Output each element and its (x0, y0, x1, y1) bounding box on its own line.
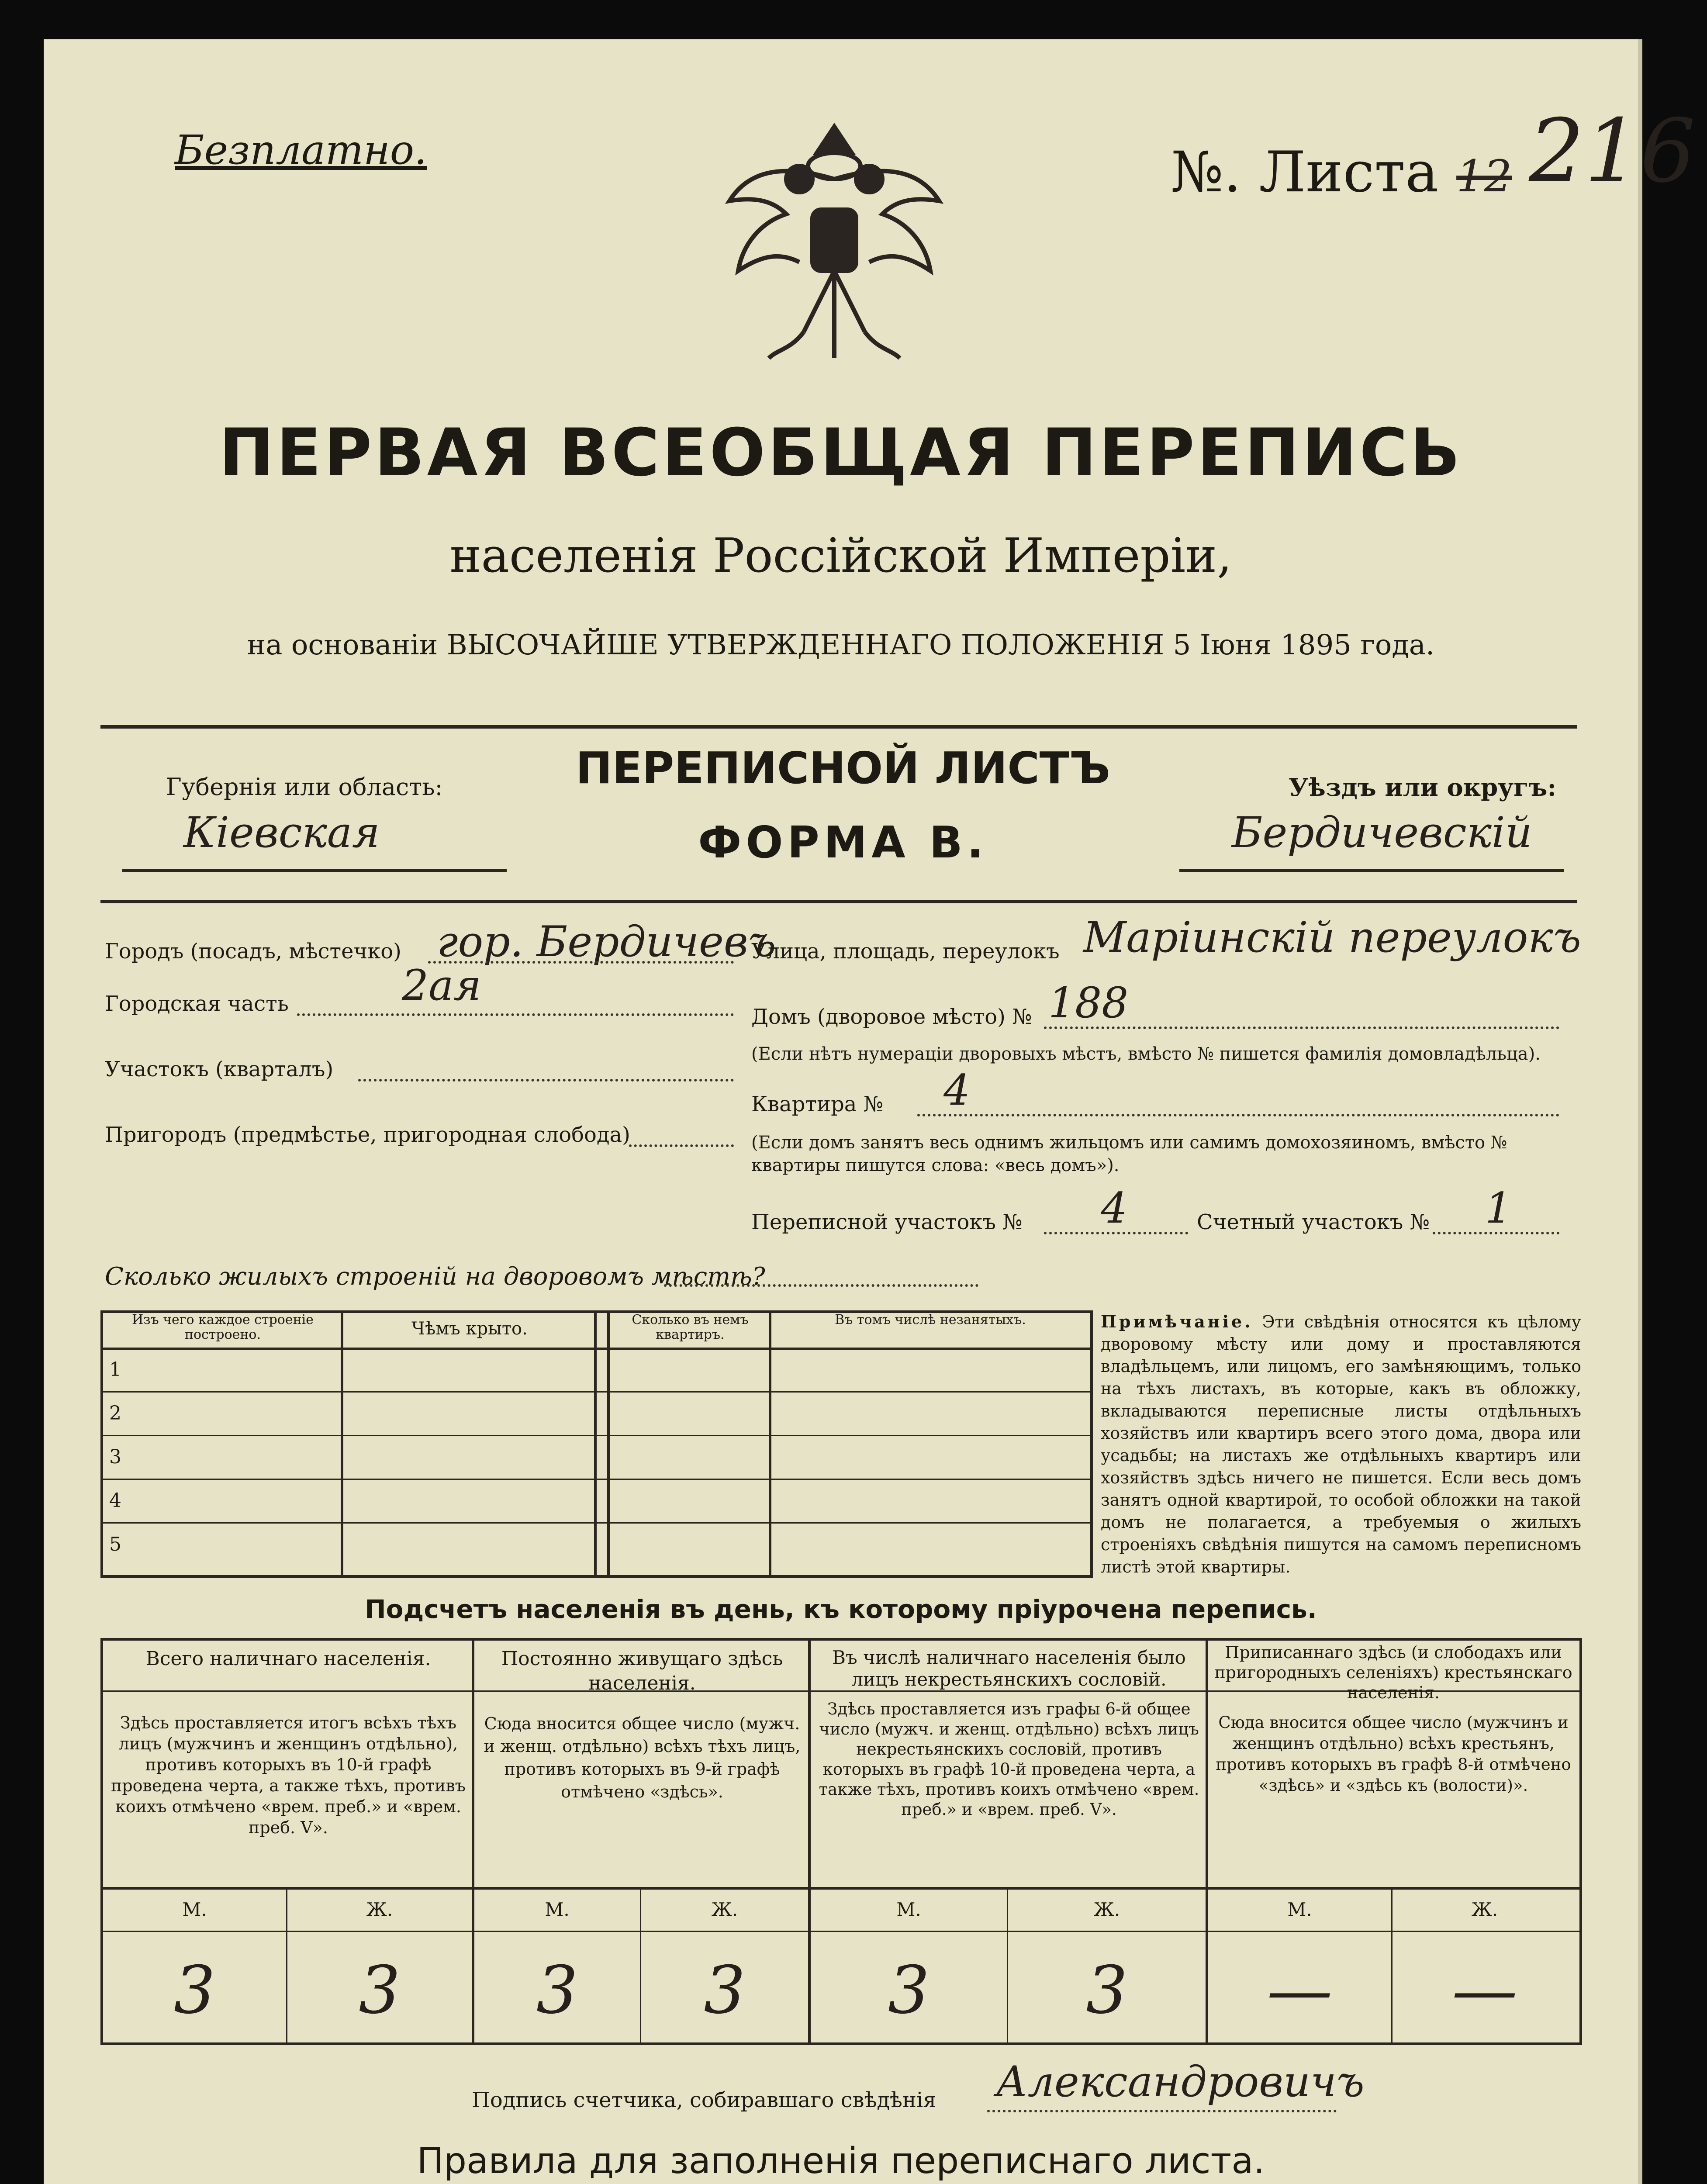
uezd-value: Бердичевскій (1232, 808, 1532, 857)
apartment-line (917, 1114, 1559, 1116)
apartment-note: (Если домъ занятъ весь однимъ жильцомъ или самимъ домохозяиномъ, вмѣсто № квартиры пишутся слова: «весь домъ»). (751, 1133, 1507, 1175)
population-m-label: М. (896, 1899, 921, 1920)
population-permanent-men: 3 (536, 1952, 578, 2028)
house-label: Домъ (дворовое мѣсто) № (751, 1005, 1032, 1029)
census-precinct-label: Переписной участокъ № (751, 1210, 1023, 1234)
buildings-header: Чѣмъ крыто. (411, 1319, 528, 1339)
census-precinct-line (1044, 1232, 1188, 1234)
buildings-header-rule (100, 1348, 1090, 1350)
top-rule (100, 725, 1577, 729)
population-col-desc: Здѣсь проставляется итогъ всѣхъ тѣхъ лицъ (мужчинъ и женщинъ отдѣльно), противъ которыхъ въ 10-й графѣ проведена черта, а также тѣхъ, противъ коихъ отмѣчено «врем. преб.» и «врем. преб. V». (111, 1713, 466, 1837)
population-f-label: Ж. (1471, 1899, 1498, 1920)
buildings-row-number: 1 (109, 1358, 121, 1381)
population-permanent-women: 3 (704, 1952, 746, 2028)
city-label: Городъ (посадъ, мѣстечко) (105, 939, 401, 964)
buildings-header: Сколько въ немъ квартиръ. (632, 1312, 749, 1342)
street-label: Улица, площадь, переулокъ (751, 939, 1060, 964)
city-part-label: Городская часть (105, 992, 289, 1016)
form-name: ФОРМА В. (698, 817, 988, 868)
buildings-row-rule (100, 1435, 1090, 1436)
house-note: (Если нѣтъ нумераціи дворовыхъ мѣстъ, вмѣсто № пишется фамилія домовладѣльца). (751, 1044, 1541, 1064)
house-value: 188 (1048, 978, 1129, 1027)
population-mf-rule (100, 1931, 1579, 1932)
buildings-row-number: 4 (109, 1489, 121, 1512)
signature-line (987, 2110, 1337, 2112)
sheet-number-old: 12 (1456, 151, 1512, 202)
precinct-label: Участокъ (кварталъ) (105, 1057, 334, 1082)
apartment-value: 4 (943, 1066, 971, 1115)
population-col-title: Постоянно живущаго здѣсь населенія. (501, 1648, 783, 1694)
buildings-row-number: 3 (109, 1446, 121, 1468)
population-f-label: Ж. (1093, 1899, 1120, 1920)
population-total-women: 3 (359, 1952, 401, 2028)
sheet-number-new: 216 (1529, 100, 1696, 202)
sheet-number (1171, 140, 1512, 205)
population-nonpeasant-men: 3 (888, 1952, 930, 2028)
buildings-question-line (664, 1284, 978, 1287)
census-precinct-value: 4 (1101, 1184, 1128, 1233)
uezd-line (1179, 869, 1564, 872)
count-precinct-value: 1 (1485, 1184, 1512, 1233)
suburb-label: Пригородъ (предмѣстье, пригородная слобода) (105, 1123, 630, 1147)
gubernia-value: Кіевская (183, 808, 380, 857)
buildings-row-number: 2 (109, 1402, 121, 1424)
buildings-header: Изъ чего каждое строеніе построено. (132, 1312, 314, 1342)
free-label: Безплатно. (175, 127, 427, 173)
street-value: Маріинскій переулокъ (1083, 913, 1581, 962)
census-form-page (44, 39, 1696, 2184)
count-precinct-line (1433, 1232, 1559, 1234)
population-m-label: М. (182, 1899, 207, 1920)
buildings-note (1101, 1310, 1581, 1578)
count-precinct-label: Счетный участокъ № (1197, 1210, 1430, 1234)
population-nonpeasant-women: 3 (1086, 1952, 1128, 2028)
signature-label: Подпись счетчика, собиравшаго свѣдѣнія (472, 2088, 936, 2112)
buildings-row-rule (100, 1391, 1090, 1393)
population-m-label: М. (1287, 1899, 1312, 1920)
gubernia-line (122, 869, 507, 872)
population-f-label: Ж. (366, 1899, 393, 1920)
buildings-note-text: Эти свѣдѣнія относятся къ цѣлому дворовому мѣсту или дому и проставляются владѣльцемъ, или лицомъ, его замѣняющимъ, только на тѣхъ листахъ, въ которые, какъ въ обложку, вкладываются переписные листы отдѣльныхъ хозяйствъ или квартиръ всего этого дома, двора или усадьбы; на листахъ же отдѣльныхъ квартиръ или хозяйствъ здѣсь ничего не пишется. Если весь домъ занятъ одной квартирой, то особой обложки на такой домъ не полагается, а требуемыя о жилыхъ строеніяхъ свѣдѣнія пишутся на самомъ переписномъ листѣ этой квартиры. (1101, 1312, 1581, 1576)
buildings-table (100, 1310, 1093, 1578)
population-col-desc: Сюда вносится общее число (мужч. и женщ. отдѣльно) всѣхъ тѣхъ лицъ, противъ которыхъ въ 9-й графѣ отмѣчено «здѣсь». (484, 1714, 801, 1801)
precinct-line (358, 1079, 734, 1082)
population-peasant-men: — (1267, 1952, 1333, 2028)
population-col-desc: Здѣсь проставляется изъ графы 6-й общее число (мужч. и женщ. отдѣльно) всѣхъ лицъ некрестьянскихъ сословій, противъ которыхъ въ графѣ 10-й проведена черта, а также тѣхъ, противъ коихъ отмѣчено «врем. преб.» и «врем. преб. V». (819, 1700, 1199, 1819)
form-heading: ПЕРЕПИСНОЙ ЛИСТЪ (576, 743, 1110, 794)
city-part-line (297, 1013, 734, 1016)
population-peasant-women: — (1452, 1952, 1517, 2028)
population-col-title: Всего наличнаго населенія. (145, 1648, 431, 1670)
double-headed-eagle-icon (712, 114, 957, 384)
population-f-label: Ж. (711, 1899, 738, 1920)
suburb-line (629, 1144, 734, 1147)
apartment-label: Квартира № (751, 1092, 884, 1116)
gubernia-label: Губернія или область: (166, 773, 443, 801)
population-heading: Подсчетъ населенія въ день, къ которому пріурочена перепись. (365, 1594, 1317, 1624)
uezd-label: Уѣздъ или округъ: (1289, 773, 1557, 802)
population-total-men: 3 (173, 1952, 216, 2028)
population-col-title: Въ числѣ наличнаго населенія было лицъ некрестьянскихъ сословій. (832, 1647, 1186, 1690)
enumerator-signature: Александровичъ (996, 2057, 1365, 2106)
population-m-label: М. (545, 1899, 570, 1920)
house-line (1044, 1026, 1559, 1029)
population-col-title: Приписаннаго здѣсь (и слободахъ или пригородныхъ селеніяхъ) крестьянскаго населенія. (1214, 1643, 1572, 1702)
census-basis: на основаніи ВЫСОЧАЙШЕ УТВЕРЖДЕННАГО ПОЛОЖЕНІЯ 5 Іюня 1895 года. (247, 629, 1435, 661)
buildings-header: Въ томъ числѣ незанятыхъ. (835, 1312, 1026, 1327)
buildings-note-title: Примѣчаніе. (1101, 1312, 1253, 1331)
city-value: гор. Бердичевъ (437, 917, 776, 966)
population-col-desc: Сюда вносится общее число (мужчинъ и женщинъ отдѣльно) всѣхъ крестьянъ, противъ которыхъ въ графѣ 8-й отмѣчено «здѣсь» и «здѣсь къ (волости)». (1216, 1713, 1571, 1795)
buildings-row-number: 5 (109, 1533, 121, 1555)
population-desc-rule (100, 1887, 1579, 1890)
buildings-question: Сколько жилыхъ строеній на дворовомъ мѣстѣ? (105, 1262, 765, 1291)
buildings-row-rule (100, 1522, 1090, 1524)
census-title: ПЕРВАЯ ВСЕОБЩАЯ ПЕРЕПИСЬ (219, 415, 1463, 491)
sheet-number-label: №. Листа (1171, 140, 1439, 205)
rules-heading: Правила для заполненія переписнаго листа. (417, 2140, 1265, 2182)
city-part-value: 2ая (402, 961, 481, 1010)
buildings-row-rule (100, 1479, 1090, 1480)
form-header-bottom-rule (100, 900, 1577, 903)
census-subtitle: населенія Россійской Имперіи, (449, 529, 1232, 583)
